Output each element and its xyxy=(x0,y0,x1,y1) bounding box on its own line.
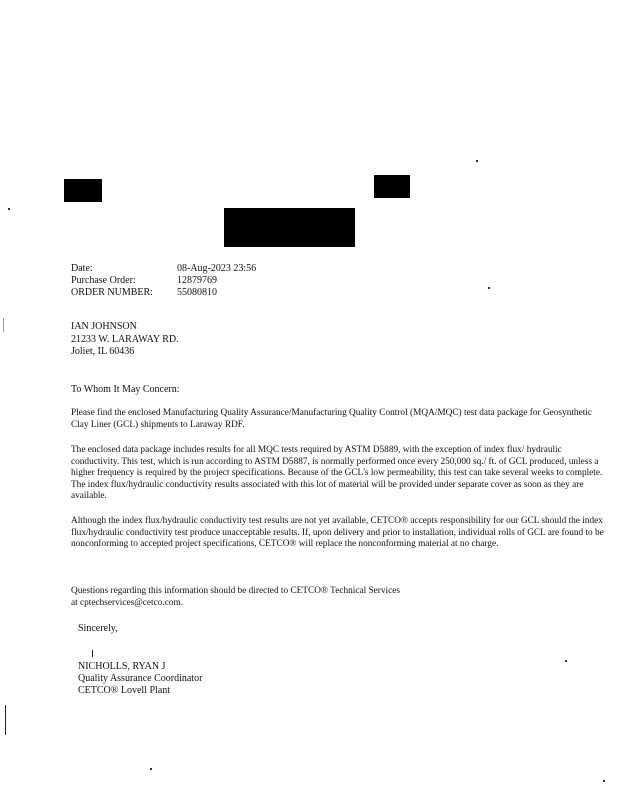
order-metadata xyxy=(71,263,256,299)
scan-artifact-speck xyxy=(8,208,10,210)
signer-name: NICHOLLS, RYAN J xyxy=(78,661,166,672)
scan-artifact-speck xyxy=(476,160,478,162)
order-number-row xyxy=(71,287,256,299)
scan-artifact-speck xyxy=(488,287,490,289)
signer-organization: CETCO® Lovell Plant xyxy=(78,685,171,696)
date-row xyxy=(71,263,256,275)
scan-artifact-mark xyxy=(5,705,6,735)
recipient-street: 21233 W. LARAWAY RD. xyxy=(71,333,179,345)
recipient-address xyxy=(71,321,179,359)
scan-artifact-speck xyxy=(565,660,567,662)
paragraph-data-package: The enclosed data package includes results for all MQC tests required by ASTM D5889, with the exception of index flux/ hydraulic conductivity. This test, which is run according to ASTM D5887, is normally performed once every 250,000 sq./ ft. of GCL produced, unless a higher frequency is required by the project specifications. Because of the GCL's low permeability, this test can take several weeks to complete. The index flux/hydraulic conductivity results associated with this lot of material will be provided under separate cover as soon as they are available. xyxy=(71,445,603,502)
scan-artifact-speck xyxy=(603,780,605,782)
recipient-name: IAN JOHNSON xyxy=(71,321,137,332)
redaction-block-right xyxy=(374,175,410,198)
paragraph-responsibility: Although the index flux/hydraulic conductivity test results are not yet available, CETCO® accepts responsibility for our GCL should the index flux/hydraulic conductivity test produce unacceptable results. If, upon delivery and prior to installation, individual rolls of GCL are found to be nonconforming to accepted project specifications, CETCO® will replace the nonconforming material at no charge. xyxy=(71,516,604,550)
questions-line-2: at cptechservices@cetco.com. xyxy=(71,597,184,608)
order-number-value: 55080810 xyxy=(177,287,217,298)
redaction-block-center xyxy=(224,208,355,247)
closing: Sincerely, xyxy=(78,623,118,634)
questions-line-1: Questions regarding this information should be directed to CETCO® Technical Services xyxy=(71,586,400,596)
signature-block xyxy=(78,661,202,697)
redaction-block-left xyxy=(64,179,102,202)
recipient-city: Joliet, IL 60436 xyxy=(71,346,135,357)
signer-title: Quality Assurance Coordinator xyxy=(78,673,203,684)
scan-artifact-mark xyxy=(92,650,93,657)
purchase-order-value: 12879769 xyxy=(177,275,217,286)
purchase-order-row xyxy=(71,275,256,287)
date-label: Date: xyxy=(71,263,93,274)
scan-artifact-mark xyxy=(3,318,4,332)
purchase-order-label: Purchase Order: xyxy=(71,275,136,286)
scan-artifact-speck xyxy=(150,768,152,770)
paragraph-intro: Please find the enclosed Manufacturing Quality Assurance/Manufacturing Quality Control (MQA/MQC) test data package for Geosynthetic Clay Liner (GCL) shipments to Laraway RDF. xyxy=(71,408,593,430)
order-number-label: ORDER NUMBER: xyxy=(71,287,153,298)
salutation: To Whom It May Concern: xyxy=(71,384,180,395)
date-value: 08-Aug-2023 23:56 xyxy=(177,263,257,274)
paragraph-questions xyxy=(71,586,611,609)
